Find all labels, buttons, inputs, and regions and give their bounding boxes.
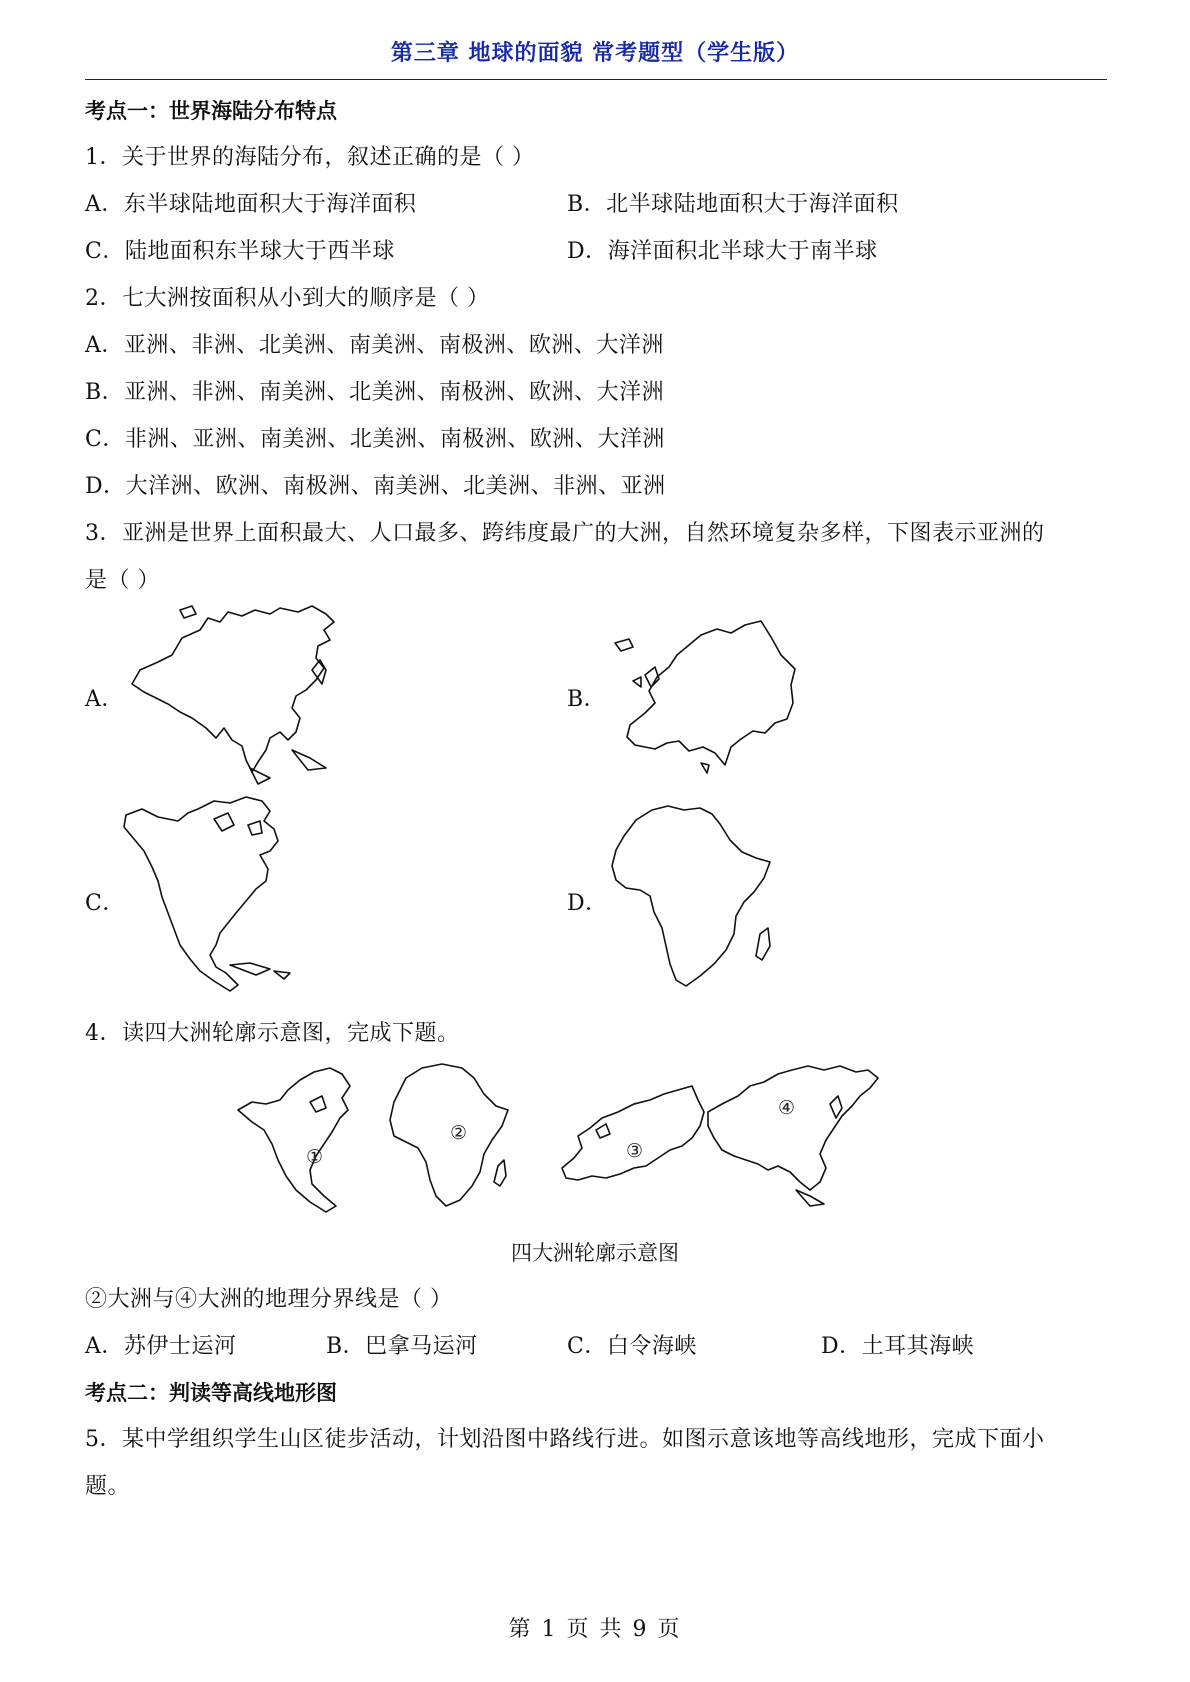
four-continents-figure xyxy=(230,1060,960,1230)
section-title-2: 考点二：判读等高线地形图 xyxy=(85,1381,337,1405)
question-1-option-b: B．北半球陆地面积大于海洋面积 xyxy=(567,192,899,217)
question-4-option-c: C．白令海峡 xyxy=(567,1334,697,1359)
question-3-option-d-label: D． xyxy=(567,891,608,916)
question-3-option-a-label: A． xyxy=(85,687,124,712)
question-3-stem-line2: 是（ ） xyxy=(85,568,160,593)
map-number-1: ① xyxy=(306,1146,324,1168)
question-4-sub-stem: ②大洲与④大洲的地理分界线是（ ） xyxy=(85,1287,453,1312)
section-title-1: 考点一：世界海陆分布特点 xyxy=(85,99,337,123)
question-2-option-c: C．非洲、亚洲、南美洲、北美洲、南极洲、欧洲、大洋洲 xyxy=(85,427,665,452)
asia-outline-map xyxy=(120,600,360,790)
question-4-option-b: B．巴拿马运河 xyxy=(326,1334,478,1359)
continent-1-north-america xyxy=(238,1068,350,1212)
page-number: 第 1 页 共 9 页 xyxy=(508,1617,682,1642)
continent-3-europe xyxy=(562,1086,704,1180)
question-2-option-a: A．亚洲、非洲、北美洲、南美洲、南极洲、欧洲、大洋洲 xyxy=(85,333,664,358)
figure-caption: 四大洲轮廓示意图 xyxy=(511,1241,679,1265)
question-1-option-a: A．东半球陆地面积大于海洋面积 xyxy=(85,192,417,217)
question-1-stem: 1．关于世界的海陆分布，叙述正确的是（ ） xyxy=(85,145,535,170)
question-1-option-d: D．海洋面积北半球大于南半球 xyxy=(567,239,878,264)
question-1-option-c: C．陆地面积东半球大于西半球 xyxy=(85,239,395,264)
europe-outline-map xyxy=(605,615,805,785)
document-title: 第三章 地球的面貌 常考题型（学生版） xyxy=(390,41,800,66)
map-number-3: ③ xyxy=(626,1140,644,1162)
question-2-option-d: D．大洋洲、欧洲、南极洲、南美洲、北美洲、非洲、亚洲 xyxy=(85,474,666,499)
map-number-4: ④ xyxy=(778,1097,796,1119)
question-2-option-b: B．亚洲、非洲、南美洲、北美洲、南极洲、欧洲、大洋洲 xyxy=(85,380,665,405)
header-divider xyxy=(85,79,1107,80)
map-number-2: ② xyxy=(450,1122,468,1144)
question-2-stem: 2．七大洲按面积从小到大的顺序是（ ） xyxy=(85,286,490,311)
question-5-stem-line2: 题。 xyxy=(85,1474,131,1499)
north-america-outline-map xyxy=(118,795,328,995)
question-3-option-b-label: B． xyxy=(567,687,607,712)
question-3-option-c-label: C． xyxy=(85,891,125,916)
question-4-option-d: D．土耳其海峡 xyxy=(821,1334,975,1359)
question-4-option-a: A．苏伊士运河 xyxy=(85,1334,237,1359)
question-5-stem-line1: 5．某中学组织学生山区徒步活动，计划沿图中路线行进。如图示意该地等高线地形，完成下面小 xyxy=(85,1427,1045,1452)
africa-outline-map xyxy=(608,800,798,990)
question-3-stem-line1: 3．亚洲是世界上面积最大、人口最多、跨纬度最广的大洲，自然环境复杂多样，下图表示亚洲的 xyxy=(85,521,1045,546)
question-4-stem: 4．读四大洲轮廓示意图，完成下题。 xyxy=(85,1021,460,1046)
continent-2-africa xyxy=(390,1064,508,1206)
continent-4-asia xyxy=(708,1066,878,1206)
